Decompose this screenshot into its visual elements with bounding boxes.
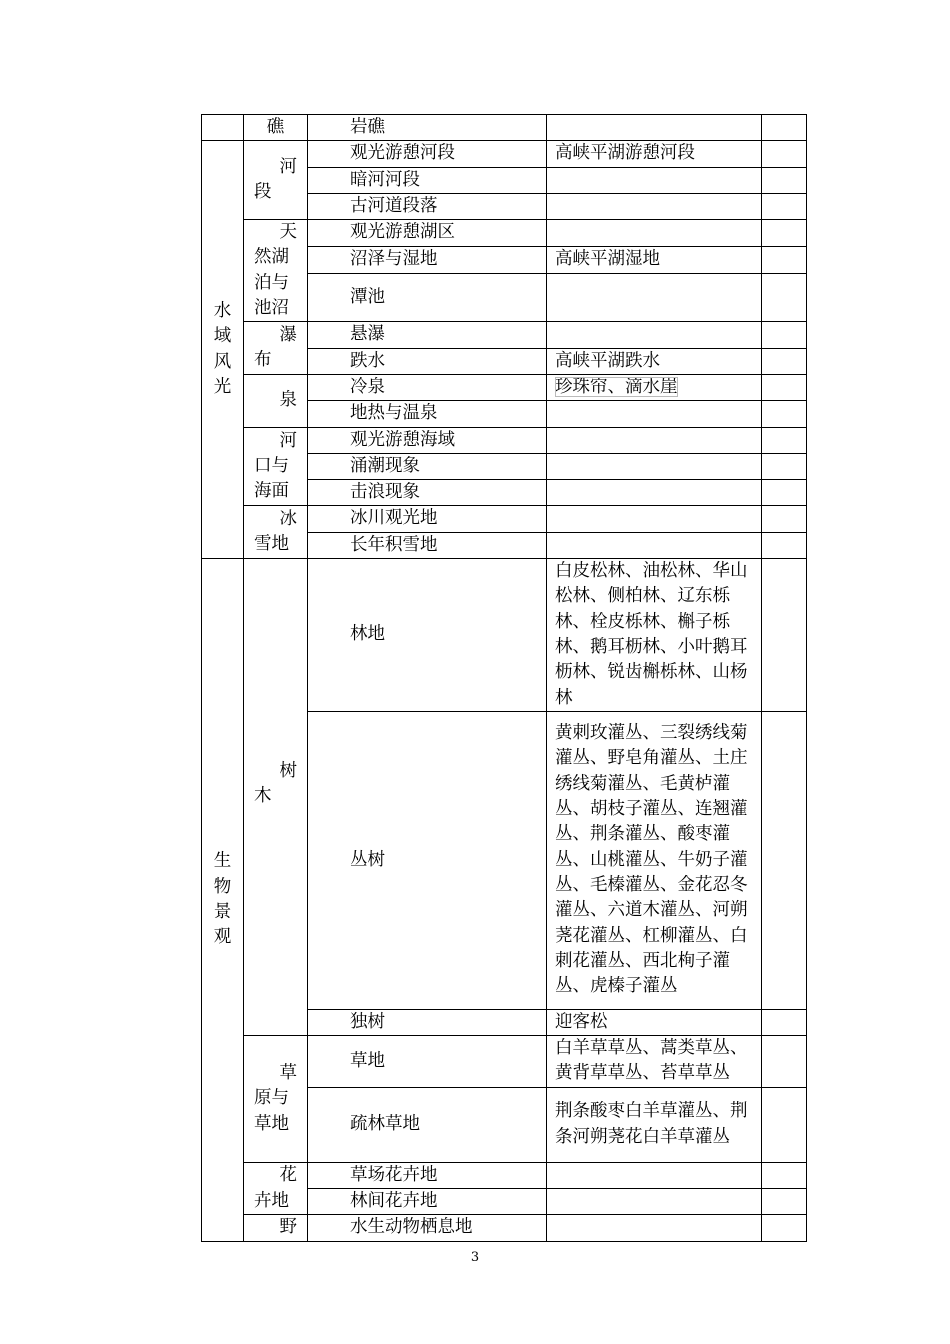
table-row [202,220,807,247]
resource-name-cell [547,1215,762,1241]
resource-name-cell: 黄刺玫灌丛、三裂绣线菊灌丛、野皂角灌丛、土庄绣线菊灌丛、毛黄栌灌丛、胡枝子灌丛、连翘灌丛、荆条灌丛、酸枣灌丛、山桃灌丛、牛奶子灌丛、毛榛灌丛、金花忍冬灌丛、六道木灌丛、河朔荛花灌丛、杠柳灌丛、白刺花灌丛、西北栒子灌丛、虎榛子灌丛 [547,711,762,1009]
subcategory-cell-ice: 冰 雪地 [244,506,308,559]
category-cell-water: 水 域 风 光 [202,141,244,559]
resource-name-cell: 白羊草草丛、蒿类草丛、黄背草草丛、苔草草丛 [547,1036,762,1088]
notes-cell [762,115,807,141]
resource-name-cell [547,193,762,219]
table-row [202,374,807,400]
notes-cell [762,220,807,247]
resource-name-cell [547,480,762,506]
notes-cell [762,559,807,712]
subcategory-cell-river: 河 段 [244,141,308,220]
notes-cell [762,167,807,193]
notes-cell [762,1087,807,1162]
page-number: 3 [470,1250,480,1265]
notes-cell [762,1009,807,1035]
resource-name-cell [547,453,762,479]
subcategory-cell: 礁 [244,115,308,141]
subcategory-cell-estuary: 河 口与 海面 [244,427,308,506]
subcategory-cell-flower: 花 卉地 [244,1162,308,1215]
resource-type-cell: 冰川观光地 [308,506,547,532]
table-row [202,1215,807,1241]
resource-name-cell [547,1189,762,1215]
subcategory-cell-spring: 泉 [244,374,308,427]
notes-cell [762,246,807,273]
resource-type-cell: 疏林草地 [308,1087,547,1162]
notes-cell [762,322,807,348]
resource-type-cell: 丛树 [308,711,547,1009]
resource-type-cell: 观光游憩河段 [308,141,547,167]
subcategory-cell-trees: 树 木 [244,559,308,1036]
table-row [202,506,807,532]
resource-name-cell: 迎客松 [547,1009,762,1035]
resource-type-cell: 草地 [308,1036,547,1088]
resource-table [201,114,807,1242]
table-row [202,559,807,712]
table-row [202,322,807,348]
resource-type-cell: 长年积雪地 [308,532,547,558]
resource-type-cell: 古河道段落 [308,193,547,219]
resource-name-cell: 珍珠帘、滴水崖 [547,374,762,400]
resource-type-cell: 冷泉 [308,374,547,400]
table-row [202,141,807,167]
notes-cell [762,1036,807,1088]
resource-name-cell [547,401,762,427]
notes-cell [762,1215,807,1241]
resource-type-cell: 水生动物栖息地 [308,1215,547,1241]
resource-type-cell: 林间花卉地 [308,1189,547,1215]
subcategory-cell-lake: 天 然湖 泊与 池沼 [244,220,308,322]
notes-cell [762,193,807,219]
resource-type-cell: 涌潮现象 [308,453,547,479]
resource-name-cell: 高峡平湖湿地 [547,246,762,273]
resource-type-cell: 草场花卉地 [308,1162,547,1188]
resource-type-cell: 观光游憩海域 [308,427,547,453]
notes-cell [762,427,807,453]
notes-cell [762,480,807,506]
resource-type-cell: 击浪现象 [308,480,547,506]
notes-cell [762,532,807,558]
subcategory-cell-grass: 草 原与 草地 [244,1036,308,1163]
notes-cell [762,401,807,427]
resource-type-cell: 观光游憩湖区 [308,220,547,247]
resource-type-cell: 地热与温泉 [308,401,547,427]
notes-cell [762,273,807,322]
category-cell-bio: 生 物 景 观 [202,559,244,1242]
table-row [202,427,807,453]
resource-name-cell [547,506,762,532]
resource-type-cell: 沼泽与湿地 [308,246,547,273]
notes-cell [762,453,807,479]
resource-type-cell: 暗河河段 [308,167,547,193]
notes-cell [762,374,807,400]
table-row [202,1162,807,1188]
resource-type-cell: 独树 [308,1009,547,1035]
resource-type-cell: 悬瀑 [308,322,547,348]
resource-name-cell: 荆条酸枣白羊草灌丛、荆条河朔荛花白羊草灌丛 [547,1087,762,1162]
resource-name-cell: 高峡平湖游憩河段 [547,141,762,167]
resource-name-cell [547,427,762,453]
notes-cell [762,1162,807,1188]
subcategory-cell-falls: 瀑 布 [244,322,308,375]
category-cell [202,115,244,141]
notes-cell [762,1189,807,1215]
resource-name-cell: 高峡平湖跌水 [547,348,762,374]
resource-name-cell: 白皮松林、油松林、华山松林、侧柏林、辽东栎林、栓皮栎林、槲子栎林、鹅耳枥林、小叶鹅耳枥林、锐齿槲栎林、山杨林 [547,559,762,712]
resource-type-cell: 潭池 [308,273,547,322]
resource-name-cell [547,220,762,247]
resource-name-cell [547,115,762,141]
resource-type-cell: 岩礁 [308,115,547,141]
resource-name-cell [547,1162,762,1188]
subcategory-cell-wild: 野 [244,1215,308,1241]
table-row [202,115,807,141]
resource-name-cell [547,532,762,558]
table-row [202,1036,807,1088]
resource-type-cell: 跌水 [308,348,547,374]
notes-cell [762,348,807,374]
notes-cell [762,506,807,532]
resource-name-cell [547,322,762,348]
resource-name-cell [547,167,762,193]
resource-type-cell: 林地 [308,559,547,712]
notes-cell [762,711,807,1009]
notes-cell [762,141,807,167]
resource-name-cell [547,273,762,322]
